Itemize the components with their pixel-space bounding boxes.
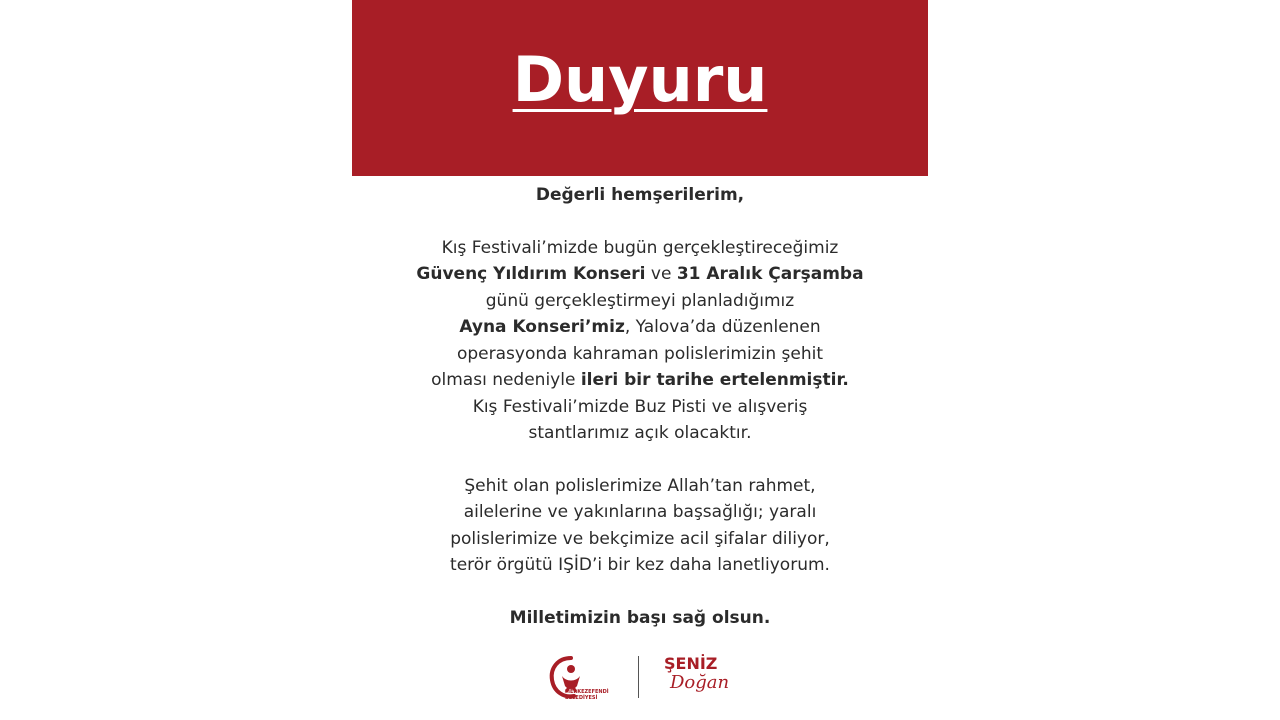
seniz-word: ŞENİZ [664,654,718,673]
p1-line [352,314,928,341]
text: ve [645,264,677,284]
text: stantlarımız açık olacaktır. [528,423,752,443]
text: olması nedeniyle [431,370,581,390]
paragraph-condolences [352,473,928,579]
p2-line [352,526,928,553]
text: Kış Festivali’mizde Buz Pisti ve alışveriş [472,396,808,417]
municipality-name: T.C. MERKEZEFENDİ BELEDİYESİ [565,683,609,701]
bold-text: 31 Aralık Çarşamba [676,264,864,284]
text: , Yalova’da düzenlenen [624,317,821,337]
text: terör örgütü IŞİD’i bir kez daha lanetliyorum. [450,555,830,575]
p1-line [352,261,928,288]
p2-line [352,473,928,500]
banner-title: Duyuru [512,43,768,116]
paragraph-postponement [352,235,928,447]
dogan-signature: Doğan [670,672,730,693]
seniz-dogan-logo [664,652,736,702]
announcement-banner [352,0,928,176]
bold-text: Ayna Konseri’miz [459,317,625,337]
text: polislerimize ve bekçimize acil şifalar diliyor, [450,528,830,549]
bold-text: Güvenç Yıldırım Konseri [416,264,646,284]
text: Şehit olan polislerimize Allah’tan rahmet, [464,475,816,496]
p1-line [352,235,928,262]
greeting: Değerli hemşerilerim, [535,185,745,205]
p2-line [352,499,928,526]
p1-line [352,341,928,368]
p1-line [352,394,928,421]
p2-line [352,552,928,579]
p1-line [352,288,928,315]
announcement-body [352,182,928,631]
p1-line [352,420,928,447]
p1-line [352,367,928,394]
text: günü gerçekleştirmeyi planladığımız [485,290,795,311]
bold-text: ileri bir tarihe ertelenmiştir. [580,370,849,390]
closing-line: Milletimizin başı sağ olsun. [509,607,771,628]
text: Kış Festivali’mizde bugün gerçekleştireceğimiz [441,237,839,258]
footer-logos [352,650,928,704]
text: ailelerine ve yakınlarına başsağlığı; yaralı [463,502,817,522]
logo-divider [638,656,639,698]
text: operasyonda kahraman polislerimizin şehit [456,343,824,364]
